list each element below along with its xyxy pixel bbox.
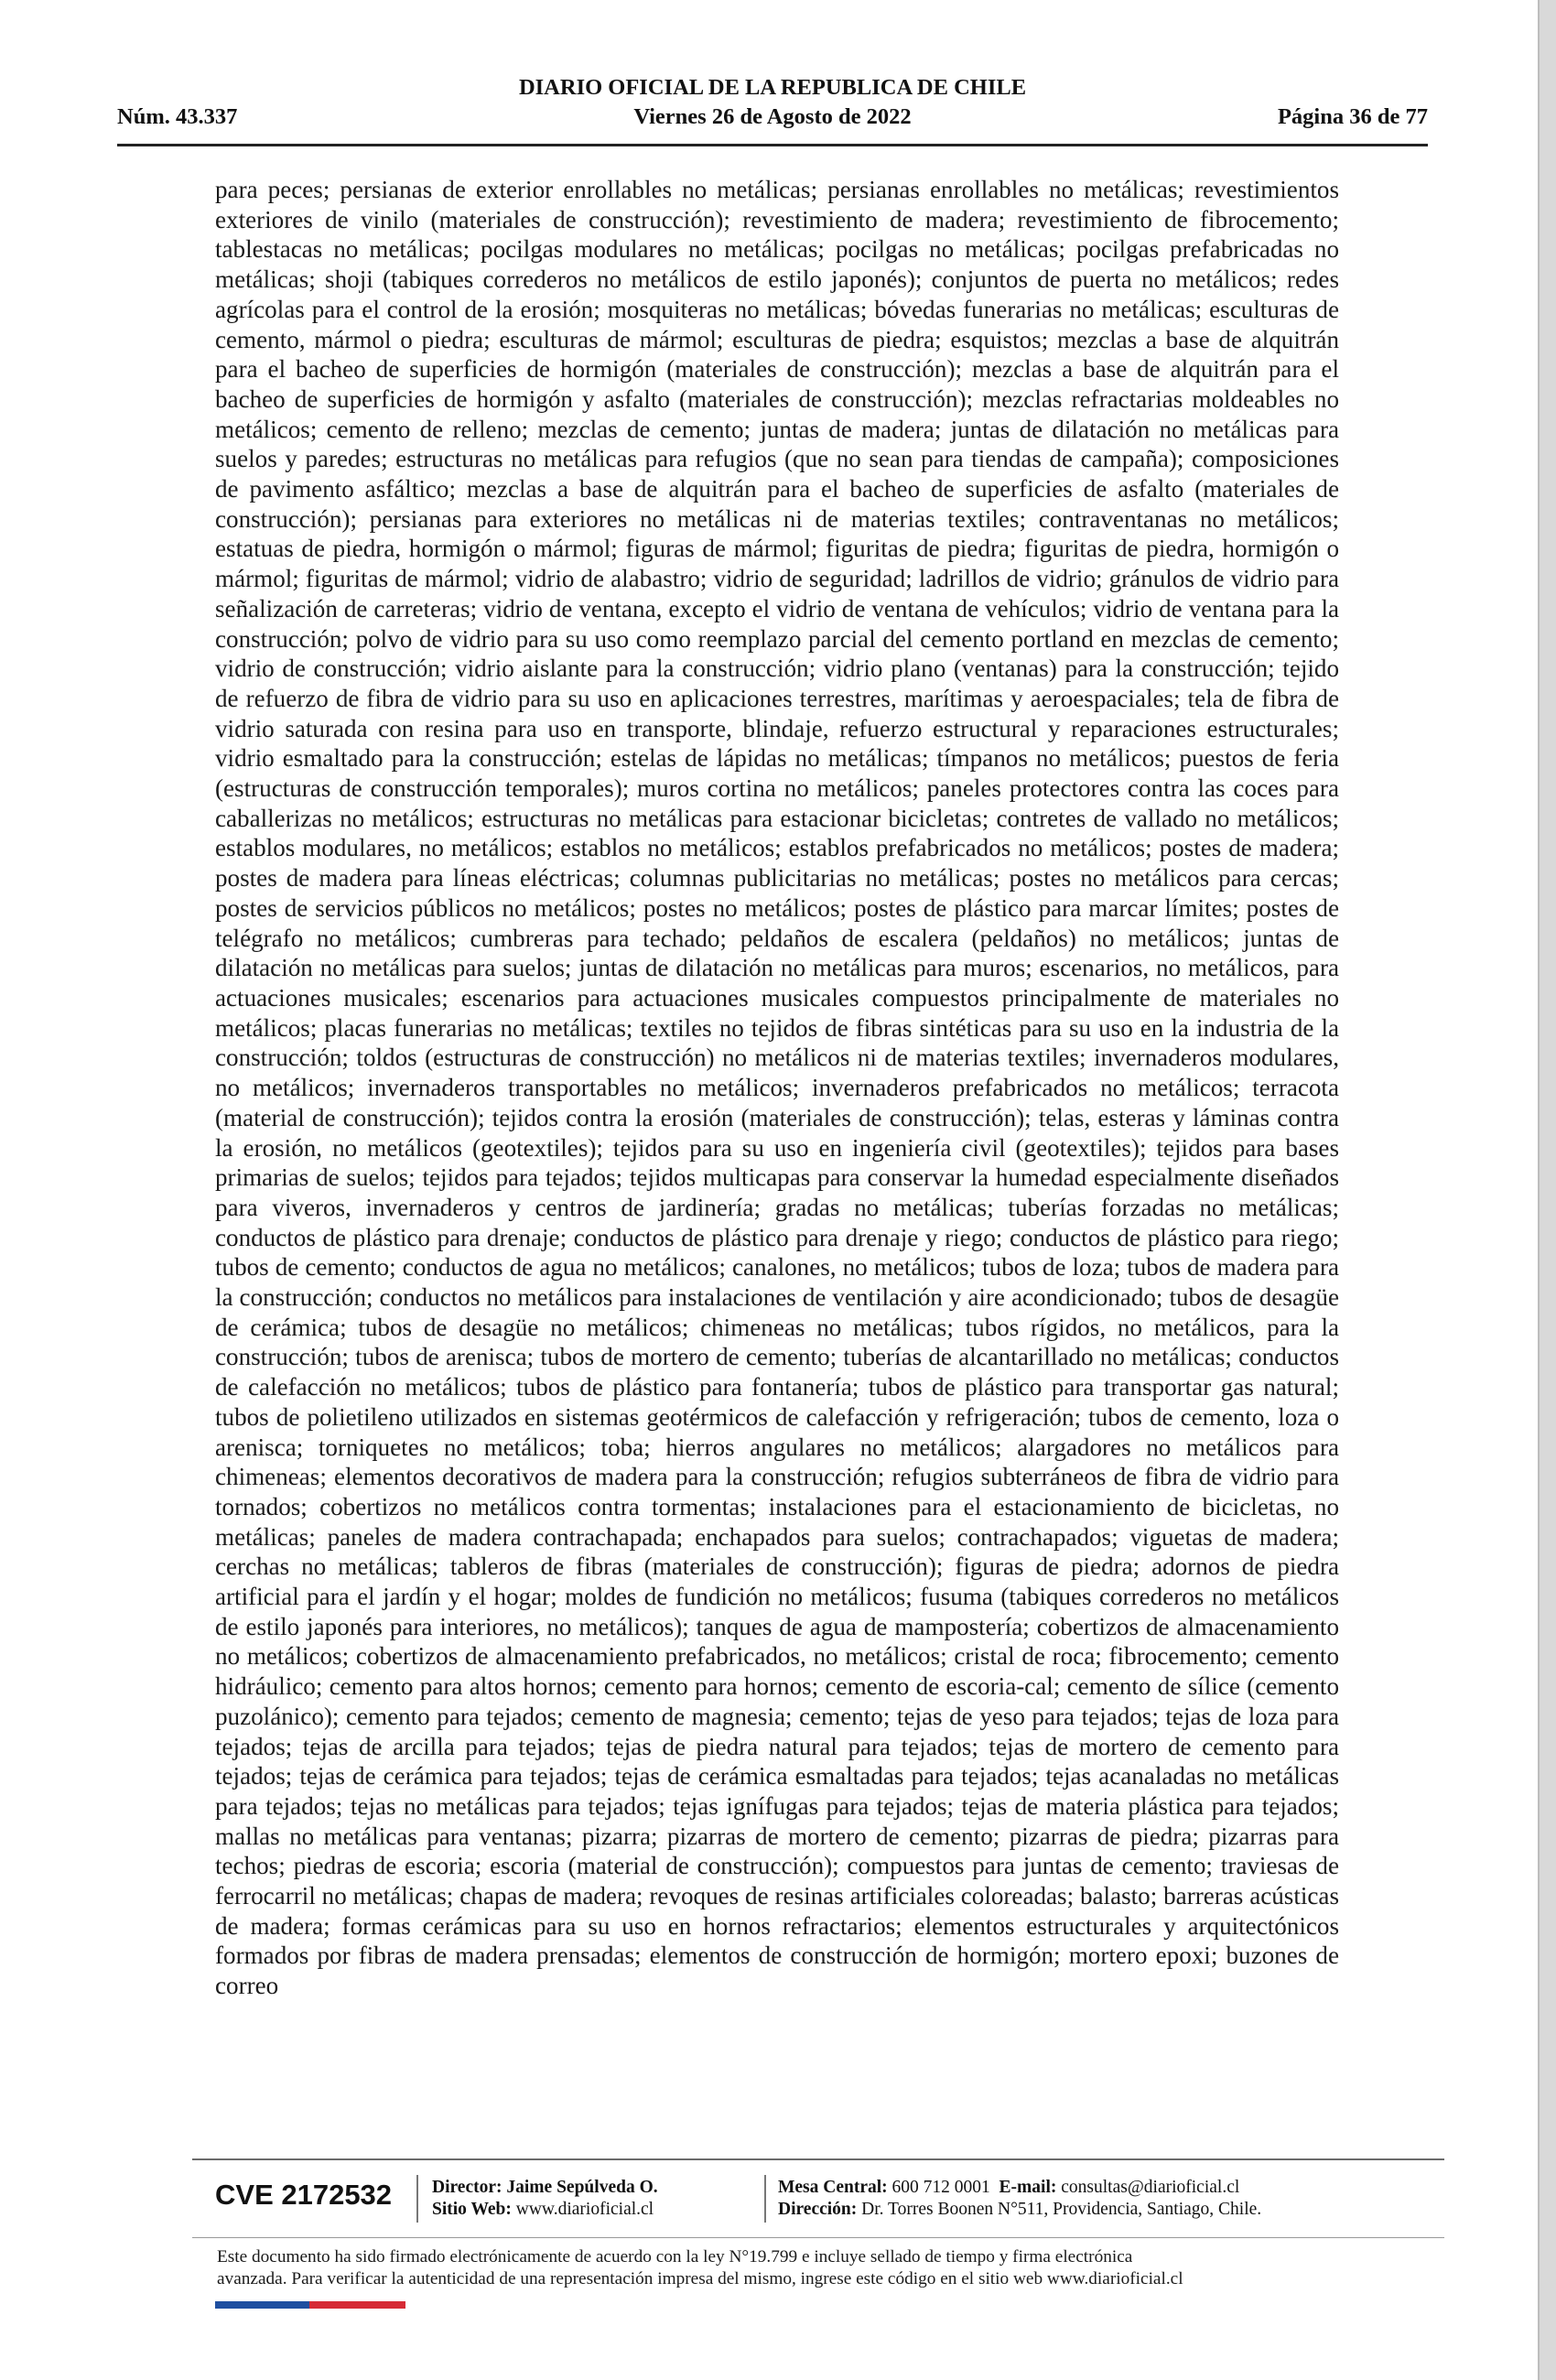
newspaper-title: DIARIO OFICIAL DE LA REPUBLICA DE CHILE xyxy=(518,75,1027,100)
email-link[interactable]: consultas@diarioficial.cl xyxy=(1061,2178,1240,2197)
notice-line: avanzada. Para verificar la autenticidad de una representación impresa del mismo, ingrese este código en el sitio web www.diarioficial.cl xyxy=(217,2268,1183,2288)
director-name: Jaime Sepúlveda O. xyxy=(506,2178,658,2197)
issue-number: Núm. 43.337 xyxy=(117,104,238,129)
body-paragraph: para peces; persianas de exterior enrollables no metálicas; persianas enrollables no metálicas; revestimientos exteriores de vinilo (materiales de construcción); revestimiento de madera; revestimiento de fibrocemento; tablestacas no metálicas; pocilgas modulares no metálicas; pocilgas no metálicas; pocilgas prefabricadas no metálicas; shoji (tabiques correderos no metálicos de estilo japonés); conjuntos de puerta no metálicos; redes agrícolas para el control de la erosión; mosquiteras no metálicas; bóvedas funerarias no metálicas; esculturas de cemento, mármol o piedra; esculturas de mármol; esculturas de piedra; esquistos; mezclas a base de alquitrán para el bacheo de superficies de hormigón (materiales de construcción); mezclas a base de alquitrán para el bacheo de superficies de hormigón y asfalto (materiales de construcción); mezclas refractarias moldeables no metálicos; cemento de relleno; mezclas de cemento; juntas de madera; juntas de dilatación no metálicas para suelos y paredes; estructuras no metálicas para refugios (que no sean para tiendas de campaña); composiciones de pavimento asfáltico; mezclas a base de alquitrán para el bacheo de superficies de asfalto (materiales de construcción); persianas para exteriores no metálicas ni de materias textiles; contraventanas no metálicos; estatuas de piedra, hormigón o mármol; figuras de mármol; figuritas de piedra; figuritas de piedra, hormigón o mármol; figuritas de mármol; vidrio de alabastro; vidrio de seguridad; ladrillos de vidrio; gránulos de vidrio para señalización de carreteras; vidrio de ventana, excepto el vidrio de ventana de vehículos; vidrio de ventana para la construcción; polvo de vidrio para su uso como reemplazo parcial del cemento portland en mezclas de cemento; vidrio de construcción; vidrio aislante para la construcción; vidrio plano (ventanas) para la construcción; tejido de refuerzo de fibra de vidrio para su uso en aplicaciones terrestres, marítimas y aeroespaciales; tela de fibra de vidrio saturada con resina para uso en transporte, blindaje, refuerzo estructural y reparaciones estructurales; vidrio esmaltado para la construcción; estelas de lápidas no metálicas; tímpanos no metálicos; puestos de feria (estructuras de construcción temporales); muros cortina no metálicos; paneles protectores contra las coces para caballerizas no metálicos; estructuras no metálicas para estacionar bicicletas; contretes de vallado no metálicos; establos modulares, no metálicos; establos no metálicos; establos prefabricados no metálicos; postes de madera; postes de madera para líneas eléctricas; columnas publicitarias no metálicas; postes no metálicos para cercas; postes de servicios públicos no metálicos; postes no metálicos; postes de plástico para marcar límites; postes de telégrafo no metálicos; cumbreras para techado; peldaños de escalera (peldaños) no metálicos; juntas de dilatación no metálicas para suelos; juntas de dilatación no metálicas para muros; escenarios, no metálicos, para actuaciones musicales; escenarios para actuaciones musicales compuestos principalmente de materiales no metálicos; placas funerarias no metálicas; textiles no tejidos de fibras sintéticas para su uso en la industria de la construcción; toldos (estructuras de construcción) no metálicos ni de materias textiles; invernaderos modulares, no metálicos; invernaderos transportables no metálicos; invernaderos prefabricados no metálicos; terracota (material de construcción); tejidos contra la erosión (materiales de construcción); telas, esteras y láminas contra la erosión, no metálicos (geotextiles); tejidos para su uso en ingeniería civil (geotextiles); tejidos para bases primarias de suelos; tejidos para tejados; tejidos multicapas para conservar la humedad especialmente diseñados para viveros, invernaderos y centros de jardinería; gradas no metálicas; tuberías forzadas no metálicas; conductos de plástico para drenaje; conductos de plástico para drenaje y riego; conductos de plástico para riego; tubos de cemento; conductos de agua no metálicos; canalones, no metálicos; tubos de loza; tubos de madera para la construcción; conductos no metálicos para instalaciones de ventilación y aire acondicionado; tubos de desagüe de cerámica; tubos de desagüe no metálicos; chimeneas no metálicas; tubos rígidos, no metálicos, para la construcción; tubos de arenisca; tubos de mortero de cemento; tuberías de alcantarillado no metálicas; conductos de calefacción no metálicos; tubos de plástico para fontanería; tubos de plástico para transportar gas natural; tubos de polietileno utilizados en sistemas geotérmicos de calefacción y refrigeración; tubos de cemento, loza o arenisca; torniquetes no metálicos; toba; hierros angulares no metálicos; alargadores no metálicos para chimeneas; elementos decorativos de madera para la construcción; refugios subterráneos de fibra de vidrio para tornados; cobertizos no metálicos contra tormentas; instalaciones para el estacionamiento de bicicletas, no metálicas; paneles de madera contrachapada; enchapados para suelos; contrachapados; viguetas de madera; cerchas no metálicas; tableros de fibras (materiales de construcción); figuras de piedra; adornos de piedra artificial para el jardín y el hogar; moldes de fundición no metálicos; fusuma (tabiques correderos no metálicos de estilo japonés para interiores, no metálicos); tanques de agua de mampostería; cobertizos de almacenamiento no metálicos; cobertizos de almacenamiento prefabricados, no metálicos; cristal de roca; fibrocemento; cemento hidráulico; cemento para altos hornos; cemento para hornos; cemento de escoria-cal; cemento de sílice (cemento puzolánico); cemento para tejados; cemento de magnesia; cemento; tejas de yeso para tejados; tejas de loza para tejados; tejas de arcilla para tejados; tejas de piedra natural para tejados; tejas de mortero de cemento para tejados; tejas de cerámica para tejados; tejas de cerámica esmaltadas para tejados; tejas acanaladas no metálicas para tejados; tejas no metálicas para tejados; tejas ignífugas para tejados; tejas de materia plástica para tejados; mallas no metálicas para ventanas; pizarra; pizarras de mortero de cemento; pizarras de piedra; pizarras para techos; piedras de escoria; escoria (material de construcción); compuestos para juntas de cemento; traviesas de ferrocarril no metálicas; chapas de madera; revoques de resinas artificiales coloreadas; balasto; barreras acústicas de madera; formas cerámicas para su uso en hornos refractarios; elementos estructurales y arquitectónicos formados por fibras de madera prensadas; elementos de construcción de hormigón; mortero epoxi; buzones de correo xyxy=(215,176,1339,2000)
cve-code: CVE 2172532 xyxy=(215,2179,393,2211)
email-label: E-mail: xyxy=(999,2178,1057,2197)
web-label: Sitio Web: xyxy=(432,2200,512,2219)
page-header xyxy=(117,75,1428,139)
flag-stripe-red xyxy=(309,2301,405,2309)
footer-director-block xyxy=(432,2177,658,2221)
notice-line: Este documento ha sido firmado electrónicamente de acuerdo con la ley N°19.799 e incluye sellado de tiempo y firma electrónica xyxy=(217,2247,1133,2266)
footer-separator xyxy=(764,2175,766,2223)
footer-info xyxy=(192,2171,1444,2226)
director-label: Director: xyxy=(432,2178,502,2197)
header-divider xyxy=(117,144,1428,146)
phone-label: Mesa Central: xyxy=(778,2178,888,2197)
address-label: Dirección: xyxy=(778,2200,858,2219)
footer-divider-lower xyxy=(192,2237,1444,2238)
footer-contact-block xyxy=(778,2177,1261,2221)
footer-separator xyxy=(416,2175,418,2223)
page-indicator: Página 36 de 77 xyxy=(1277,104,1428,129)
footer-divider xyxy=(192,2158,1444,2160)
address-value: Dr. Torres Boonen N°511, Providencia, Santiago, Chile. xyxy=(861,2200,1262,2219)
flag-stripe-blue xyxy=(215,2301,309,2309)
signature-notice xyxy=(217,2246,1434,2289)
phone-value: 600 712 0001 xyxy=(891,2178,990,2197)
issue-date: Viernes 26 de Agosto de 2022 xyxy=(633,104,912,129)
web-link[interactable]: www.diarioficial.cl xyxy=(515,2200,654,2219)
